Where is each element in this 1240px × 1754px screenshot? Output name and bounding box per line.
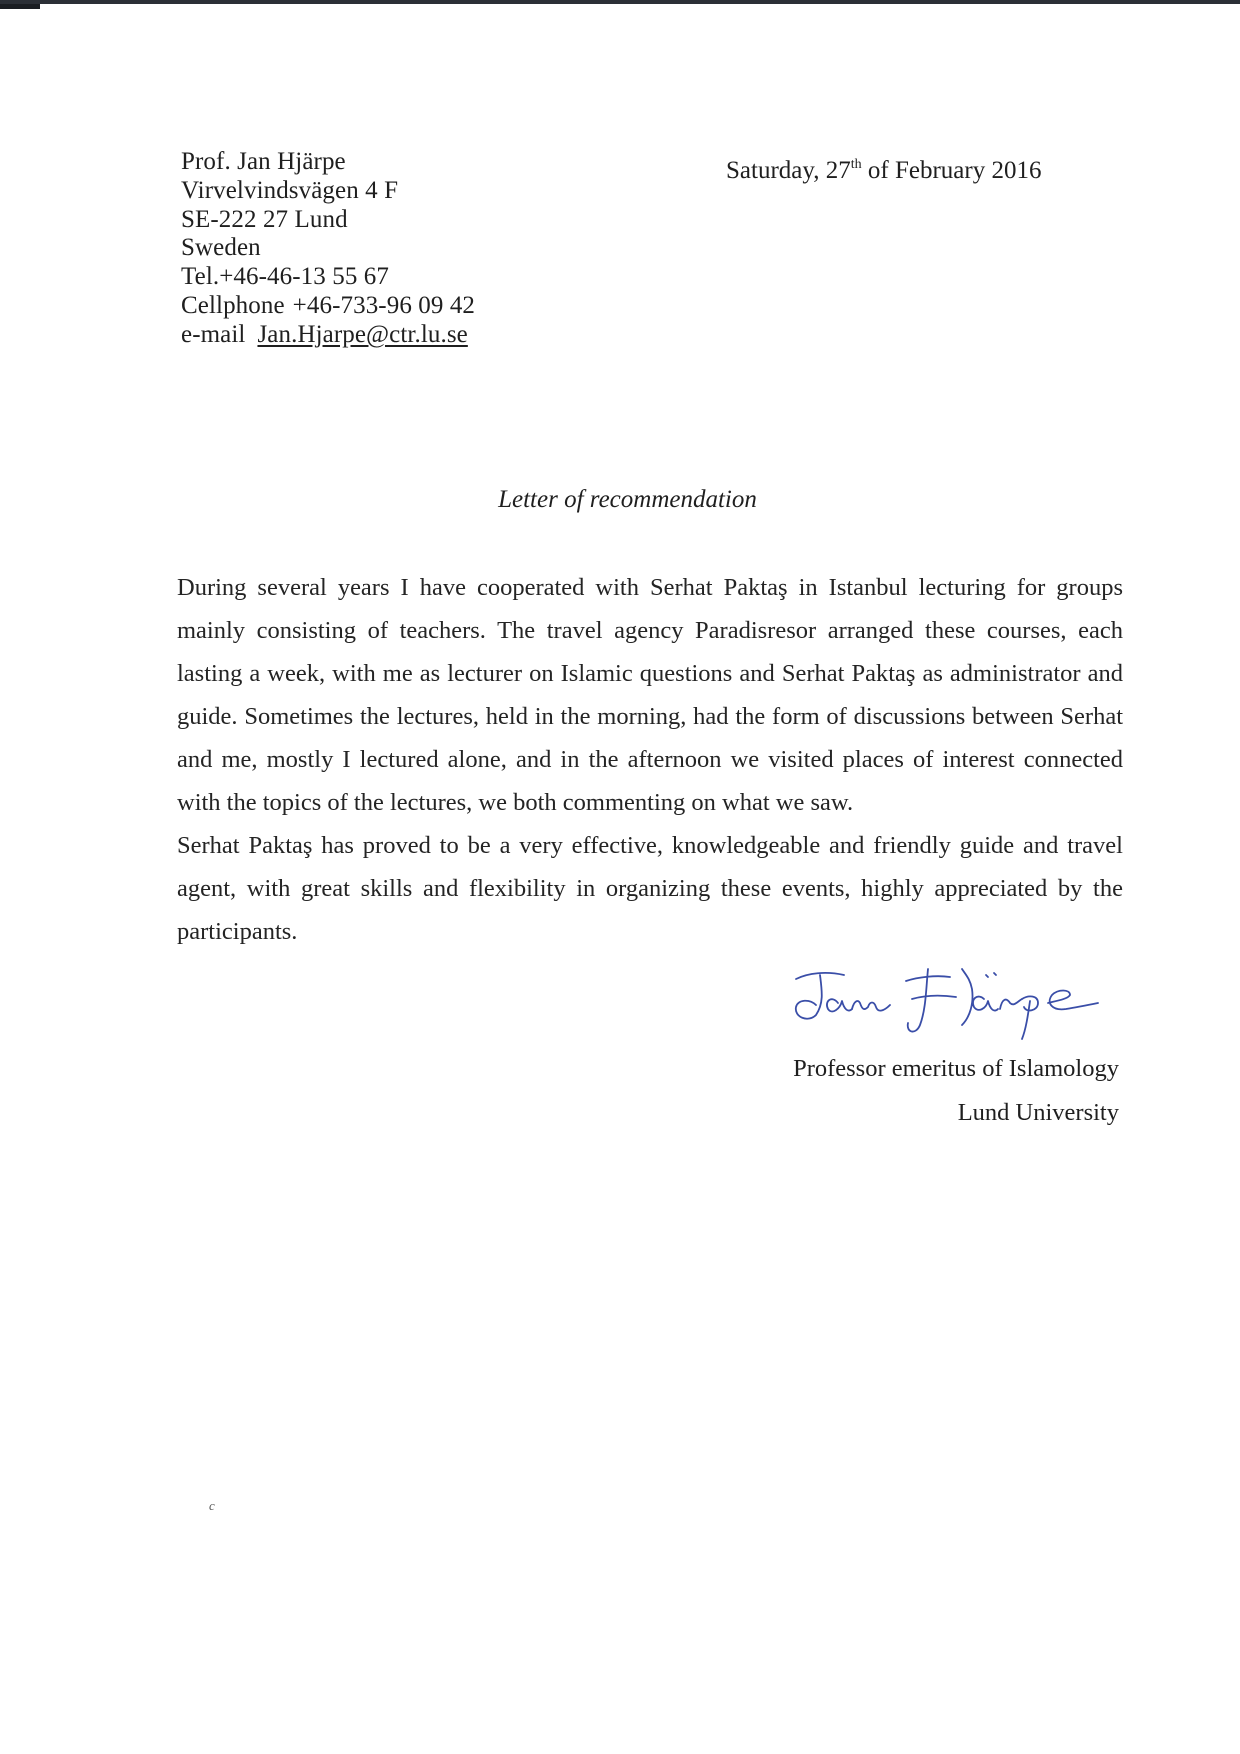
sender-street: Virvelvindsvägen 4 F (181, 176, 399, 204)
date-suffix: of February 2016 (861, 157, 1042, 184)
signoff-block (793, 1047, 1119, 1135)
stray-pen-mark: c (209, 1498, 215, 1513)
signature-strokes (796, 969, 1098, 1039)
scan-top-edge (0, 0, 1240, 4)
letter-date (726, 157, 1041, 185)
cellphone-label: Cellphone (181, 291, 285, 319)
body-paragraph-1: During several years I have cooperated with Serhat Paktaş in Istanbul lecturing for groups mainly consisting of teachers. The travel agency Paradisresor arranged these courses, each lasting a week, with me as lecturer on Islamic questions and Serhat Paktaş as administrator and guide. Sometimes the lectures, held in the morning, had the form of discussions between Serhat and me, mostly I lectured alone, and in the afternoon we visited places of interest connected with the topics of the lectures, we both commenting on what we saw. (177, 574, 1123, 816)
signoff-position: Professor emeritus of Islamology (793, 1055, 1119, 1082)
date-prefix: Saturday, 27 (726, 157, 851, 184)
sender-telephone: Tel.+46-46-13 55 67 (181, 263, 389, 291)
sender-cellphone-line (181, 292, 475, 321)
letter-body (177, 566, 1123, 953)
date-ordinal: th (850, 157, 862, 172)
letter-title: Letter of recommendation (498, 486, 757, 513)
email-link[interactable]: Jan.Hjarpe@ctr.lu.se (257, 320, 468, 348)
body-paragraph-2: Serhat Paktaş has proved to be a very effective, knowledgeable and friendly guide and travel agent, with great skills and flexibility in organizing these events, highly appreciated by the participants. (177, 832, 1123, 945)
signoff-institution: Lund University (957, 1099, 1119, 1126)
scan-top-tab (0, 4, 40, 9)
email-label: e-mail (181, 320, 246, 348)
sender-address-block (181, 148, 475, 350)
sender-name: Prof. Jan Hjärpe (181, 148, 346, 175)
sender-email-line (181, 321, 475, 350)
handwritten-signature (786, 955, 1106, 1045)
sender-country: Sweden (181, 234, 261, 262)
sender-postal-city: SE-222 27 Lund (181, 205, 348, 233)
cellphone-value: +46-733-96 09 42 (292, 291, 476, 319)
